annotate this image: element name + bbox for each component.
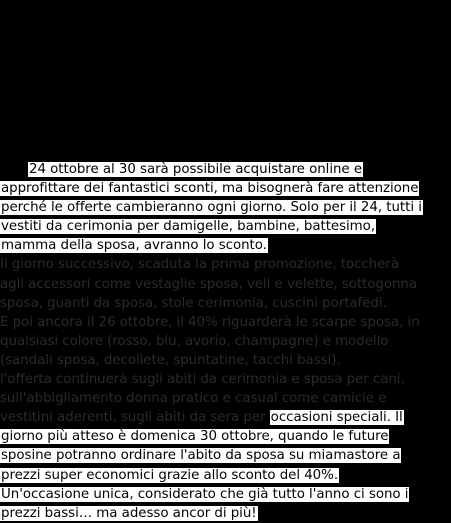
highlighted-text: perché le offerte cambieranno ogni giorno. Solo per il 24, tutti i — [1, 200, 422, 216]
unselected-text: Il giorno successivo, scaduta la prima promozione, toccherà — [0, 257, 399, 273]
highlighted-text: prezzi super economici grazie allo sconto del 40%. — [1, 467, 339, 483]
unselected-text: sposa, guanti da sposa, stole cerimonia, cuscini portafedi. — [0, 295, 387, 311]
text-line — [0, 179, 451, 198]
text-line — [0, 160, 451, 179]
text-line — [0, 275, 451, 294]
highlighted-text: mamma della sposa, avranno lo sconto. — [1, 238, 267, 254]
unselected-text: sull'abbigliamento donna pratico e casual come camicie e — [0, 391, 387, 407]
text-line — [0, 332, 451, 351]
unselected-text: l'offerta continuerà sugli abiti da cerimonia e sposa per cani, — [0, 372, 405, 388]
highlighted-text: Un'occasione unica, considerato che già tutto l'anno ci sono i — [1, 486, 409, 502]
text-line — [0, 485, 451, 504]
unselected-text: qualsiasi colore (rosso, blu, avorio, champagne) e modello — [0, 333, 389, 349]
text-line — [0, 408, 451, 427]
text-line — [0, 427, 451, 446]
text-line — [0, 255, 451, 274]
highlighted-text: occasioni speciali. Il — [270, 410, 403, 426]
highlighted-text: 24 ottobre al 30 sarà possibile acquistare online e — [29, 162, 363, 177]
highlighted-text: prezzi bassi… ma adesso ancor di più! — [1, 505, 257, 521]
text-line — [0, 370, 451, 389]
text-line — [0, 466, 451, 485]
highlighted-text: vestiti da cerimonia per damigelle, bambine, battesimo, — [1, 219, 376, 235]
unselected-text: vestitini aderenti, sugli abiti da sera per — [0, 410, 270, 426]
highlighted-text: giorno più atteso è domenica 30 ottobre, quando le future — [1, 429, 389, 445]
text-line — [0, 351, 451, 370]
text-line — [0, 294, 451, 313]
unselected-text: (sandali sposa, decollete, spuntatine, tacchi bassi). — [0, 352, 341, 368]
unselected-text: agli accessori come vestaglie sposa, veli e velette, sottogonna — [0, 276, 418, 292]
unselected-text: E poi ancora il 26 ottobre, il 40% riguarderà le scarpe sposa, in — [0, 314, 420, 330]
text-line — [0, 389, 451, 408]
highlighted-text: approfittare dei fantastici sconti, ma bisognerà fare attenzione — [1, 181, 419, 197]
text-line — [0, 446, 451, 465]
article-text — [0, 160, 451, 523]
text-line — [0, 198, 451, 217]
text-line — [0, 236, 451, 255]
text-line — [0, 217, 451, 236]
text-line — [0, 313, 451, 332]
text-line — [0, 504, 451, 523]
highlighted-text: sposine potranno ordinare l'abito da sposa su miamastore a — [1, 448, 401, 464]
